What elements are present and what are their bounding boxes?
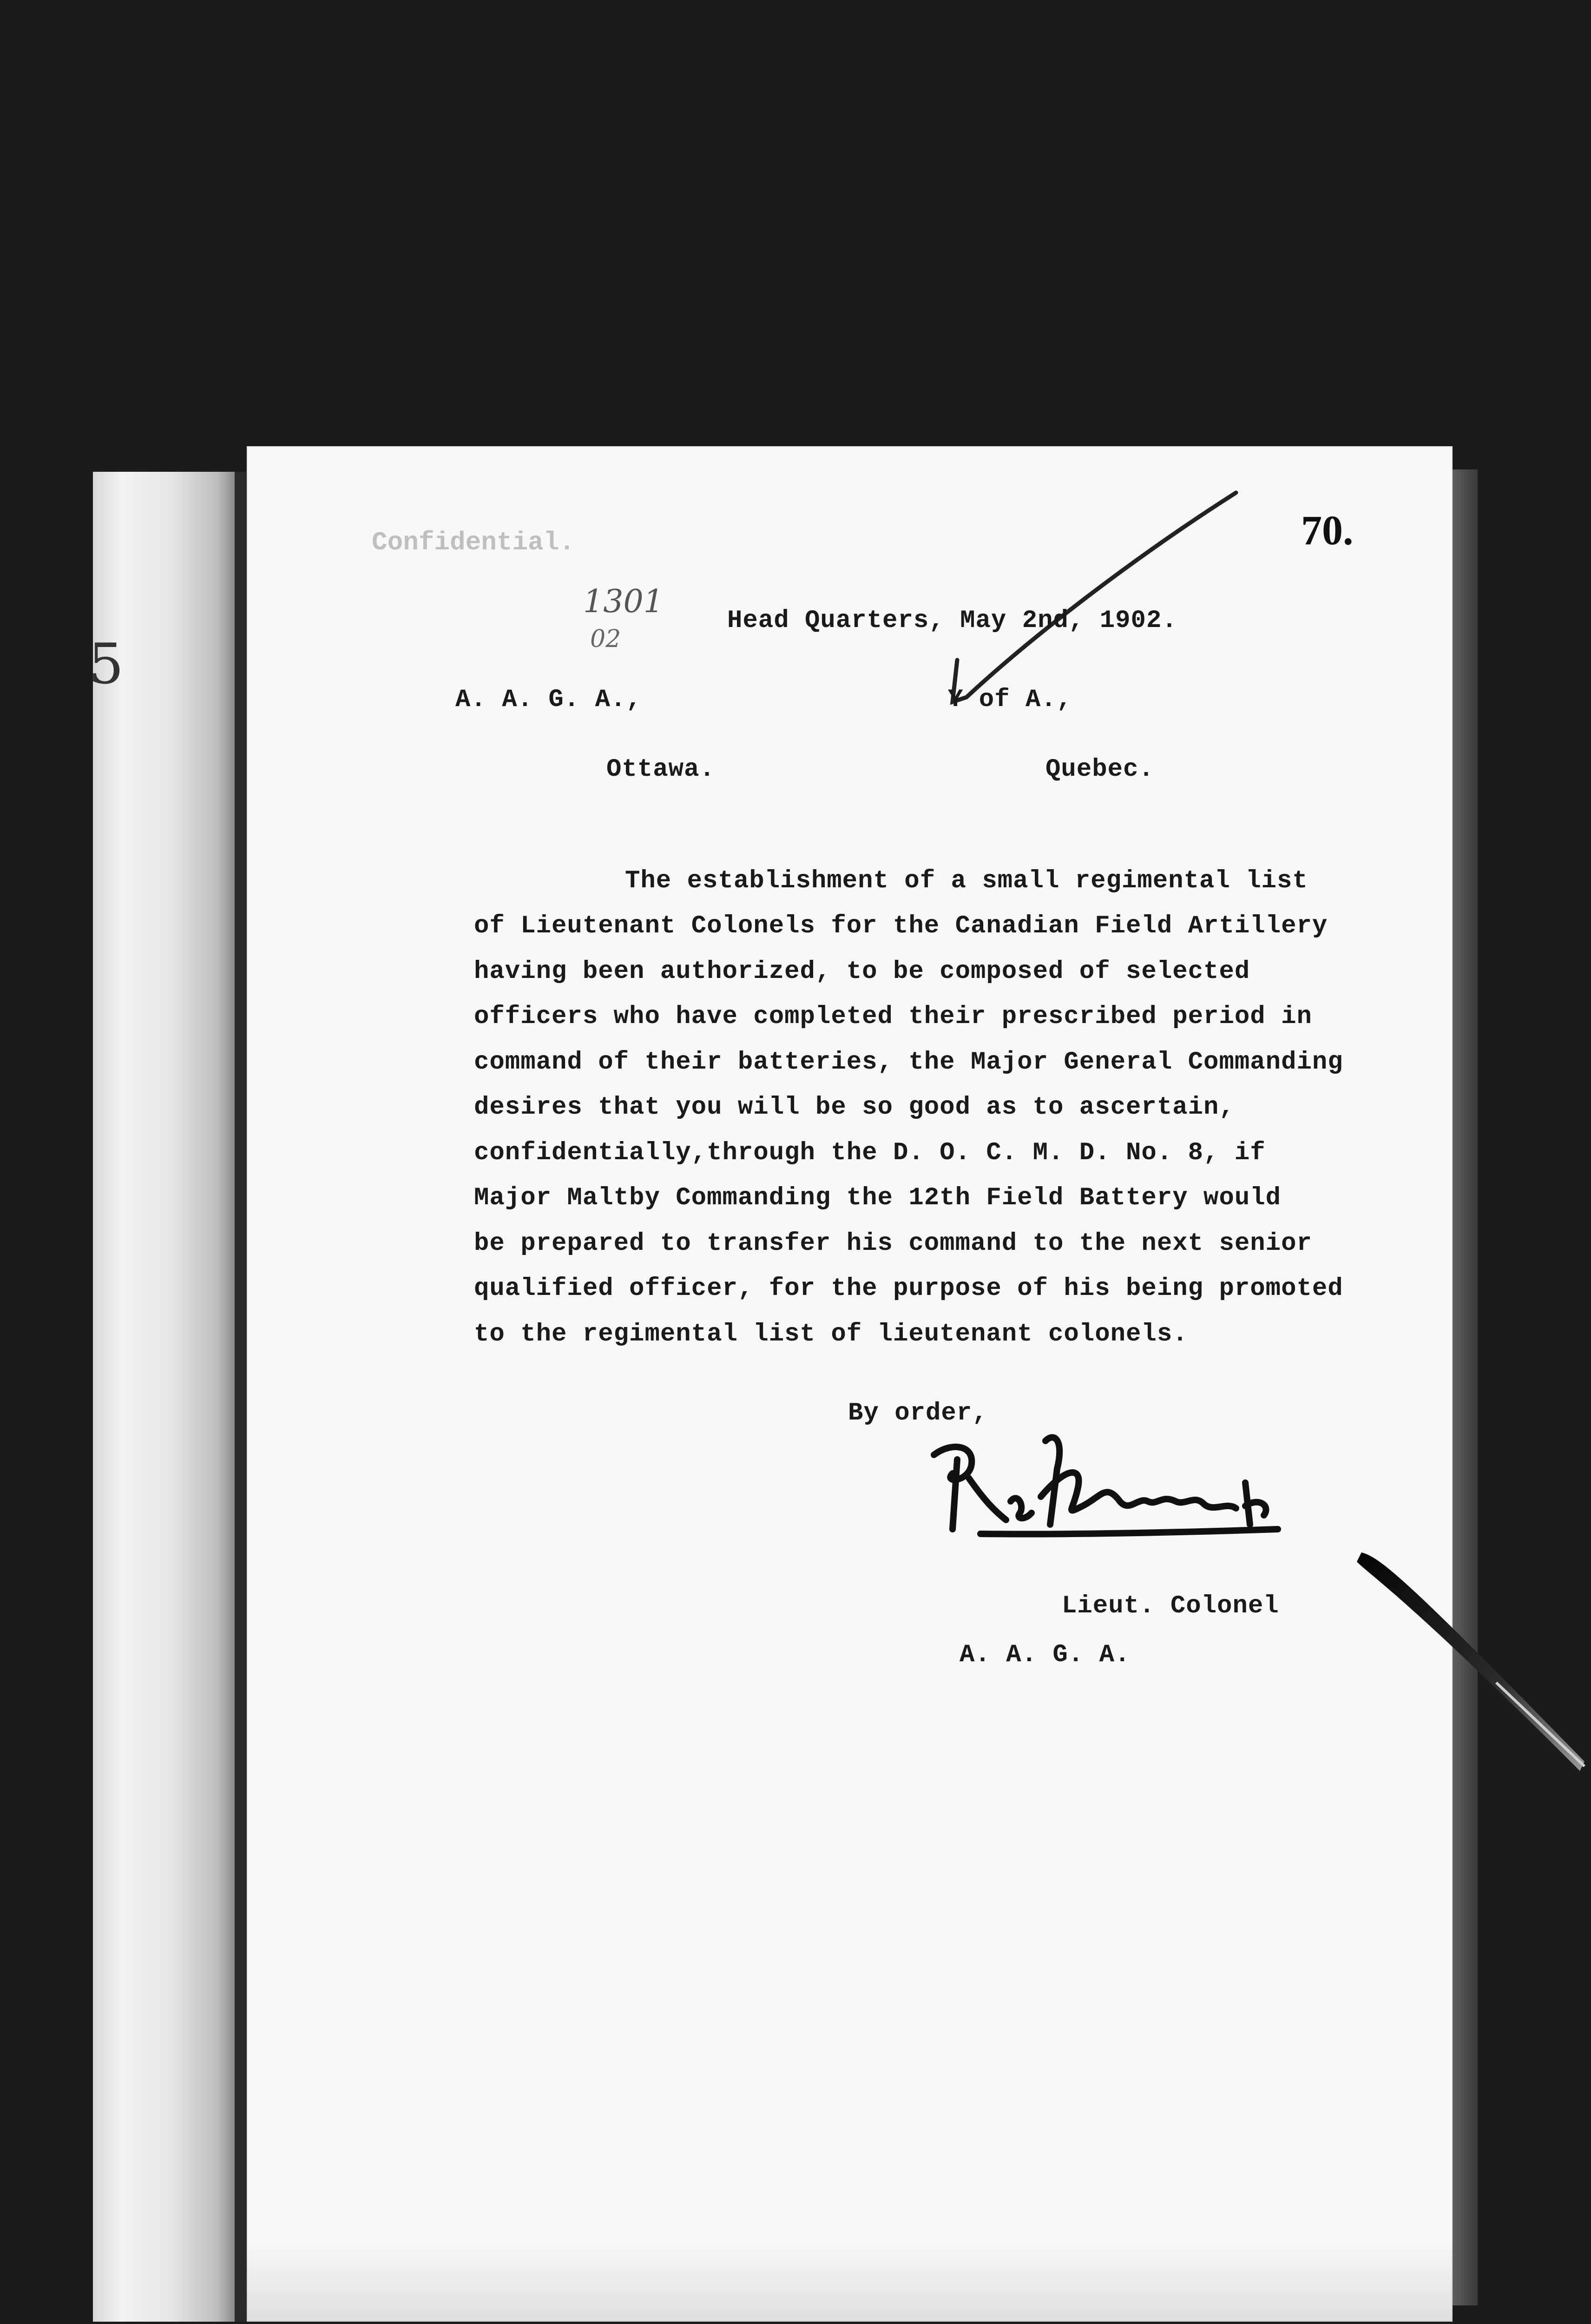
- signatory-title: Lieut. Colonel: [1062, 1592, 1279, 1620]
- body-line: qualified officer, for the purpose of his being promoted: [474, 1274, 1343, 1303]
- check-mark: [939, 483, 1255, 706]
- body-line: of Lieutenant Colonels for the Canadian Field Artillery: [474, 912, 1328, 940]
- binding-gap: [235, 472, 247, 2322]
- body-line: desires that you will be so good as to ascertain,: [474, 1093, 1235, 1122]
- body-line: confidentially,through the D. O. C. M. D. No. 8, if: [474, 1139, 1266, 1167]
- signoff: By order,: [848, 1399, 988, 1427]
- body-line: having been authorized, to be composed of selected: [474, 957, 1250, 986]
- file-note-top: 1301: [583, 583, 664, 620]
- body-line: to the regimental list of lieutenant colonels.: [474, 1320, 1188, 1348]
- city-to: Quebec.: [1045, 755, 1154, 784]
- body-line: The establishment of a small regimental list: [625, 867, 1308, 895]
- city-from: Ottawa.: [606, 755, 715, 784]
- signature: [925, 1413, 1296, 1548]
- body-line: be prepared to transfer his command to the next senior: [474, 1229, 1312, 1258]
- page-shadow: [247, 2240, 1453, 2322]
- addressee-to: Y of A.,: [948, 686, 1072, 714]
- page-number: 70.: [1301, 508, 1354, 554]
- body-line: command of their batteries, the Major General Commanding: [474, 1048, 1343, 1076]
- faded-header: Confidential.: [372, 528, 575, 557]
- body-line: Major Maltby Commanding the 12th Field Battery would: [474, 1184, 1282, 1212]
- file-note-bottom: 02: [590, 625, 621, 653]
- head-quarters-line: Head Quarters, May 2nd, 1902.: [727, 607, 1177, 635]
- addressee-from: A. A. G. A.,: [455, 686, 642, 714]
- body-line: officers who have completed their prescribed period in: [474, 1003, 1312, 1031]
- signatory-office: A. A. G. A.: [960, 1641, 1131, 1669]
- letter-page: [247, 446, 1453, 2322]
- binding-strip: [93, 472, 235, 2322]
- margin-mark: 5: [88, 632, 124, 697]
- pen-icon: [1352, 1543, 1591, 1785]
